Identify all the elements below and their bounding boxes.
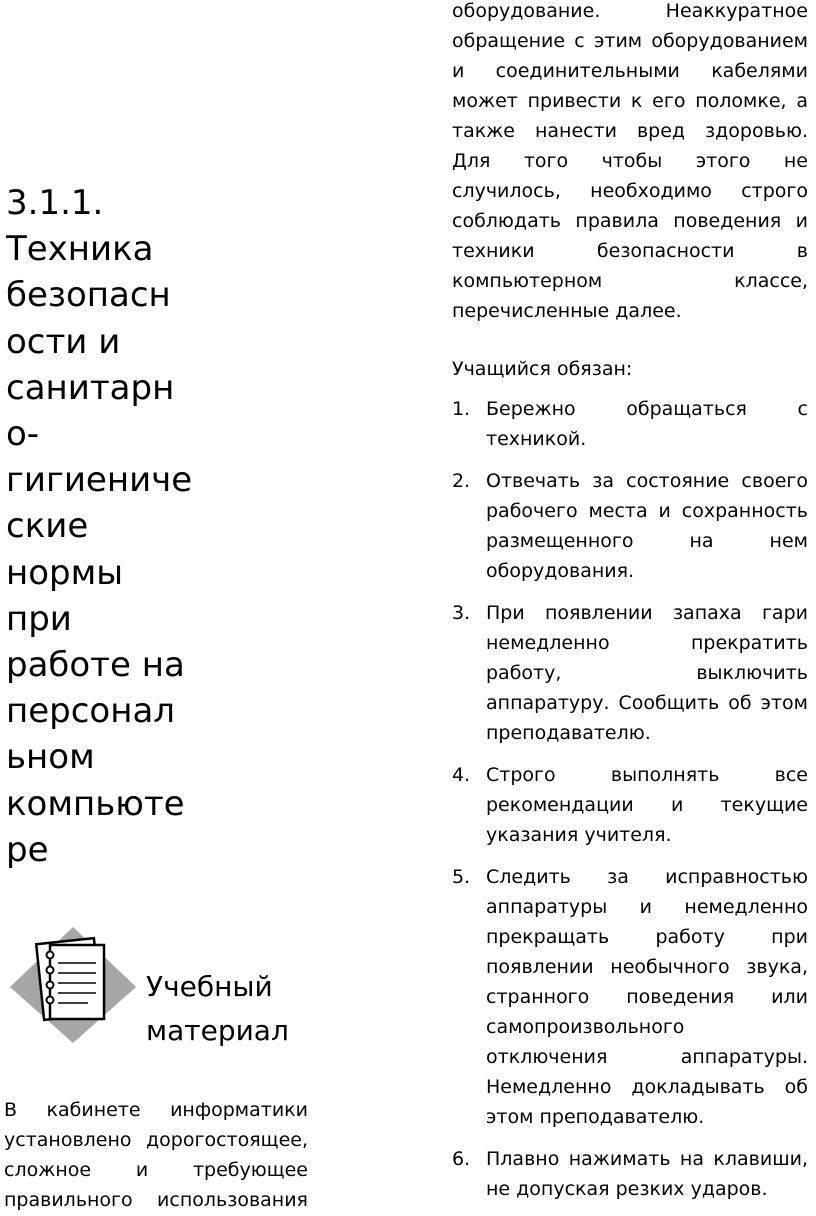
heading-line: компьюте — [6, 783, 185, 824]
list-text: Следить за исправностью аппаратуры и немедленно прекращать работу при появлении необычного звука, странного поведения или самопроизвольного отключения аппаратуры. Немедленно докладывать об этом преподавателю. — [486, 866, 808, 1128]
list-text: При появлении запаха гари немедленно прекратить работу, выключить аппаратуру. Сообщить об этом преподавателю. — [486, 602, 808, 744]
intro-paragraph: В кабинете информатики установлено дорогостоящее, сложное и требующее правильного использования — [4, 1099, 308, 1211]
heading-line: ре — [6, 829, 49, 870]
heading-line: нормы — [6, 552, 124, 593]
continuation-paragraph: оборудование. Неаккуратное обращение с этим оборудованием и соединительными кабелями может привести к его поломке, а также нанести вред здоровью. Для того чтобы этого не случилось, необходимо строго соблюдать правила поведения и техники безопасности в компьютерном классе, перечисленные далее. — [452, 0, 808, 322]
list-item — [452, 1144, 808, 1204]
list-number: 4. — [452, 764, 471, 786]
heading-line: 3.1.1. — [6, 183, 104, 223]
list-item — [452, 466, 808, 586]
heading-line: Техника — [6, 229, 154, 270]
list-item — [452, 760, 808, 850]
heading-line: работе на — [6, 645, 185, 686]
rules-list — [452, 394, 808, 1204]
heading-line: безопасн — [6, 275, 171, 316]
section-heading — [6, 180, 196, 873]
heading-line: при — [6, 598, 72, 639]
list-item — [452, 394, 808, 454]
list-text: Плавно нажимать на клавиши, не допуская резких ударов. — [486, 1148, 808, 1200]
caption-line: Учебный — [146, 970, 273, 1003]
heading-line: ости и — [6, 321, 121, 362]
heading-line: санитарн — [6, 367, 175, 408]
list-number: 6. — [452, 1148, 471, 1170]
heading-line: персонал — [6, 691, 176, 732]
list-number: 5. — [452, 866, 471, 888]
list-item — [452, 862, 808, 1132]
list-text: Строго выполнять все рекомендации и текущие указания учителя. — [486, 764, 808, 846]
list-text: Отвечать за состояние своего рабочего места и сохранность размещенного на нем оборудования. — [486, 470, 808, 582]
list-text: Бережно обращаться с техникой. — [486, 398, 808, 450]
list-item — [452, 598, 808, 748]
right-column — [452, 0, 808, 1216]
heading-line: ьном — [6, 737, 95, 778]
notebook-icon — [8, 925, 138, 1045]
list-number: 2. — [452, 470, 471, 492]
obliged-label: Учащийся обязан: — [452, 358, 633, 380]
list-number: 3. — [452, 602, 471, 624]
heading-line: ские — [6, 506, 89, 547]
heading-line: о- — [6, 414, 40, 455]
left-column — [0, 0, 320, 1213]
section-caption — [146, 965, 289, 1053]
caption-line: материал — [146, 1014, 289, 1047]
heading-line: гигиениче — [6, 460, 193, 501]
list-number: 1. — [452, 398, 471, 420]
